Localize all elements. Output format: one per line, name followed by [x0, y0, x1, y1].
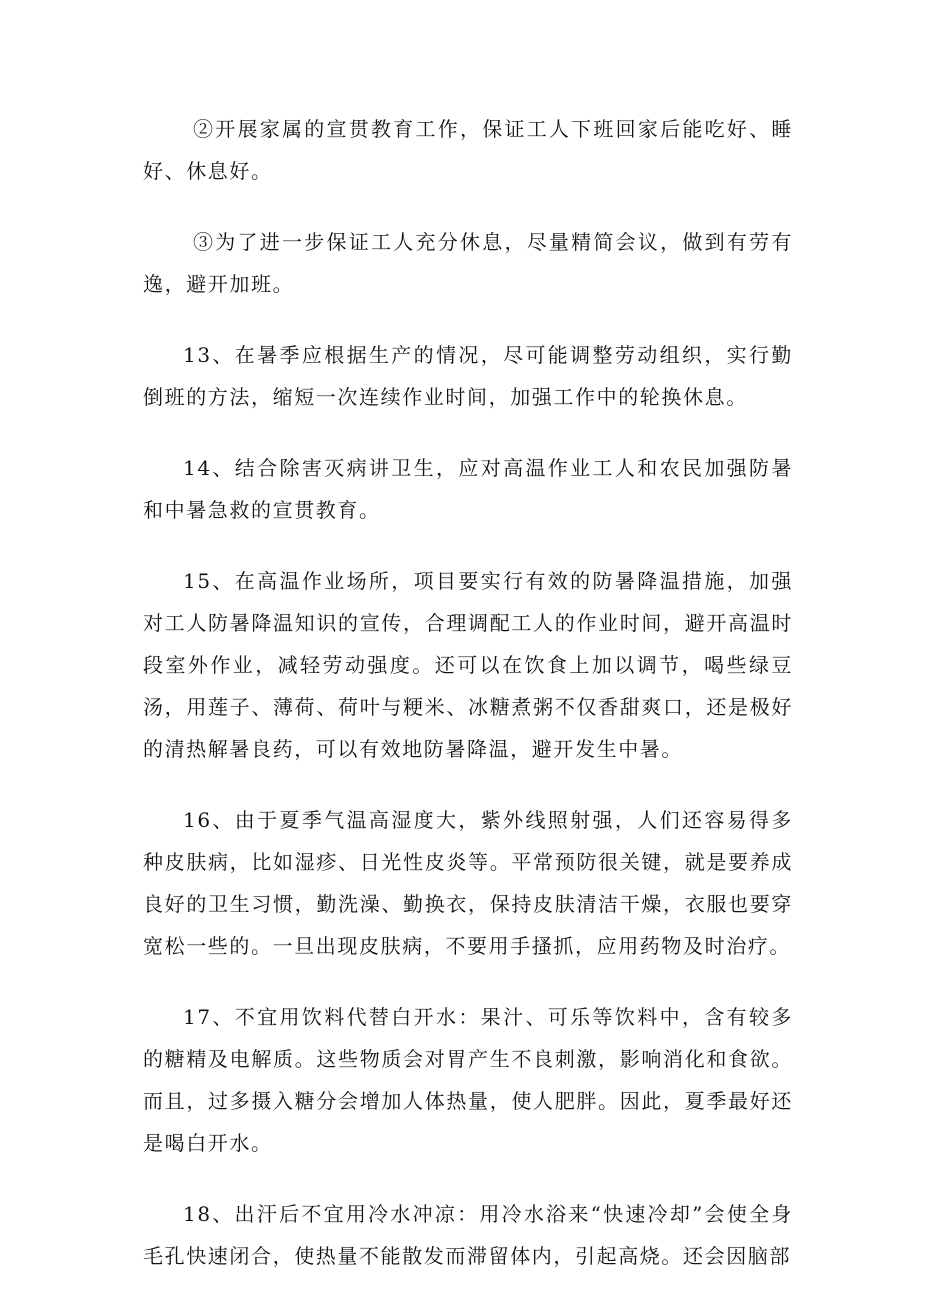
- paragraph-item-2: ②开展家属的宣贯教育工作，保证工人下班回家后能吃好、睡好、休息好。: [143, 117, 793, 183]
- paragraph-18: 18、出汗后不宜用冷水冲凉：用冷水浴来“快速冷却”会使全身毛孔快速闭合，使热量不能散发而滞留体内，引起高烧。还会因脑部: [143, 1202, 793, 1268]
- paragraph-17: 17、不宜用饮料代替白开水：果汁、可乐等饮料中，含有较多的糖精及电解质。这些物质会对胃产生不良刺激，影响消化和食欲。而且，过多摄入糖分会增加人体热量，使人肥胖。因此，夏季最好还是喝白开水。: [143, 1005, 793, 1155]
- paragraph-16: 16、由于夏季气温高湿度大，紫外线照射强，人们还容易得多种皮肤病，比如湿疹、日光性皮炎等。平常预防很关键，就是要养成良好的卫生习惯，勤洗澡、勤换衣，保持皮肤清洁干燥，衣服也要穿宽松一些的。一旦出现皮肤病，不要用手搔抓，应用药物及时治疗。: [143, 808, 793, 958]
- paragraph-14: 14、结合除害灭病讲卫生，应对高温作业工人和农民加强防暑和中暑急救的宣贯教育。: [143, 456, 793, 522]
- paragraph-item-3: ③为了进一步保证工人充分休息，尽量精简会议，做到有劳有逸，避开加班。: [143, 230, 793, 296]
- paragraph-13: 13、在暑季应根据生产的情况，尽可能调整劳动组织，实行勤倒班的方法，缩短一次连续作业时间，加强工作中的轮换休息。: [143, 343, 793, 409]
- document-body: [143, 108, 793, 1306]
- paragraph-15: 15、在高温作业场所，项目要实行有效的防暑降温措施，加强对工人防暑降温知识的宣传，合理调配工人的作业时间，避开高温时段室外作业，减轻劳动强度。还可以在饮食上加以调节，喝些绿豆汤，用莲子、薄荷、荷叶与粳米、冰糖煮粥不仅香甜爽口，还是极好的清热解暑良药，可以有效地防暑降温，避开发生中暑。: [143, 569, 793, 761]
